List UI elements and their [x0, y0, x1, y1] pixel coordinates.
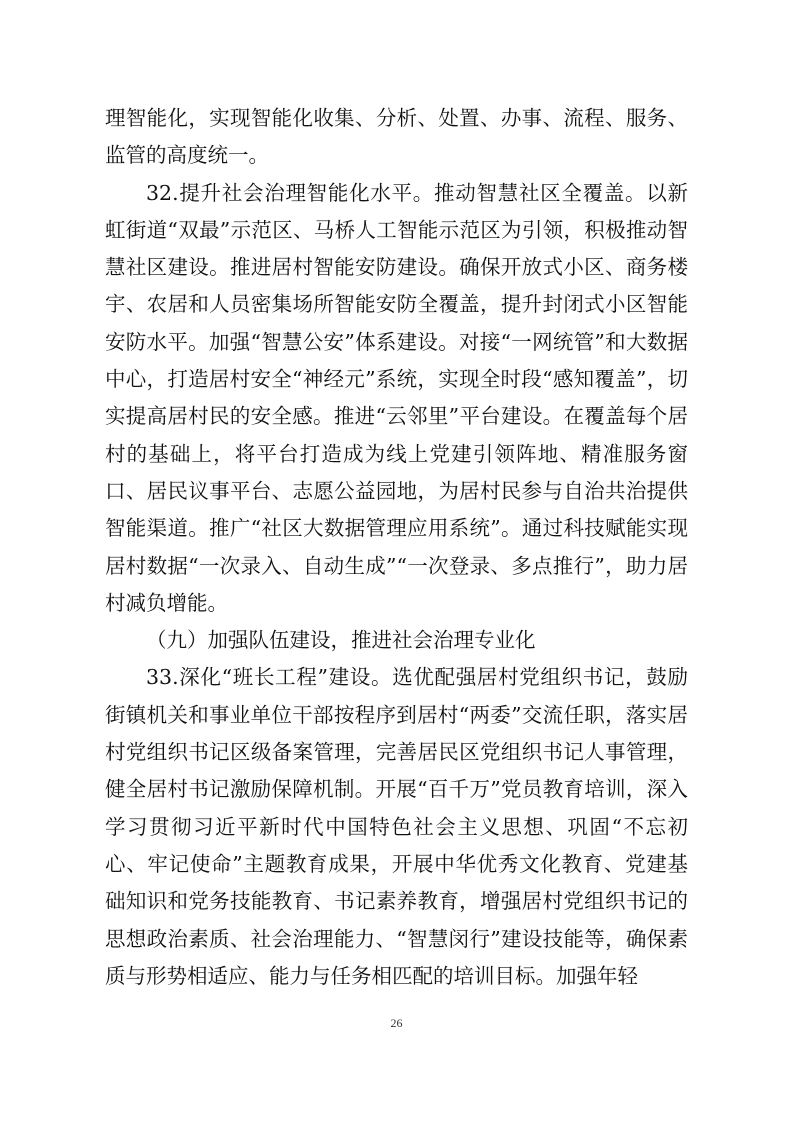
paragraph-item-33: 33.深化“班长工程”建设。选优配强居村党组织书记，鼓励街镇机关和事业单位干部按程序到居村“两委”交流任职，落实居村党组织书记区级备案管理，完善居民区党组织书记人事管理，健全居村书记激励保障机制。开展“百千万”党员教育培训，深入学习贯彻习近平新时代中国特色社会主义思想、巩固“不忘初心、牢记使命”主题教育成果，开展中华优秀文化教育、党建基础知识和党务技能教育、书记素养教育，增强居村党组织书记的思想政治素质、社会治理能力、“智慧闵行”建设技能等，确保素质与形势相适应、能力与任务相匹配的培训目标。加强年轻 — [105, 665, 688, 988]
paragraph-item-32: 32.提升社会治理智能化水平。推动智慧社区全覆盖。以新虹街道“双最”示范区、马桥人工智能示范区为引领，积极推动智慧社区建设。推进居村智能安防建设。确保开放式小区、商务楼宇、农居和人员密集场所智能安防全覆盖，提升封闭式小区智能安防水平。加强“智慧公安”体系建设。对接“一网统管”和大数据中心，打造居村安全“神经元”系统，实现全时段“感知覆盖”，切实提高居村民的安全感。推进“云邻里”平台建设。在覆盖每个居村的基础上，将平台打造成为线上党建引领阵地、精准服务窗口、居民议事平台、志愿公益园地，为居村民参与自治共治提供智能渠道。推广“社区大数据管理应用系统”。通过科技赋能实现居村数据“一次录入、自动生成”“一次登录、多点推行”，助力居村减负增能。 — [105, 180, 688, 615]
paragraph-continued: 理智能化，实现智能化收集、分析、处置、办事、流程、服务、监管的高度统一。 — [105, 106, 688, 168]
document-body — [105, 100, 688, 995]
page-number: 26 — [390, 1016, 403, 1030]
section-heading: （九）加强队伍建设，推进社会治理专业化 — [146, 628, 536, 653]
